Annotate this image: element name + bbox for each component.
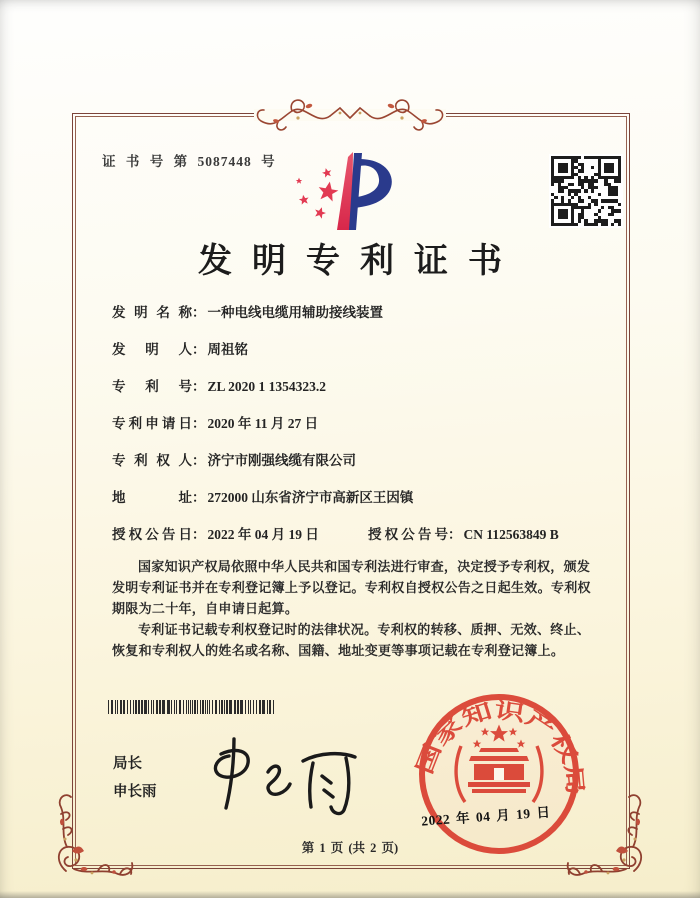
field-label: 地址 [112,490,192,505]
page-number: 第 1 页 (共 2 页) [301,841,399,855]
cnipa-logo-icon [282,147,418,237]
corner-flourish-right [558,789,650,881]
field-value: 2020 年 11 月 27 日 [207,416,319,431]
qr-code-icon [549,154,623,228]
field-inventor: 发明人： 周祖铭 [112,338,598,361]
certificate-number: 证 书 号 第 5087448 号 [102,154,276,169]
field-label: 发明人 [112,342,192,357]
field-application-date: 专利申请日： 2020 年 11 月 27 日 [112,412,598,435]
field-address: 地址： 272000 山东省济宁市高新区王因镇 [112,486,598,509]
legal-paragraph-2: 专利证书记载专利权登记时的法律状况。专利权的转移、质押、无效、终止、恢复和专利权人的姓名或名称、国籍、地址变更等事项记载在专利登记簿上。 [112,622,591,658]
corner-flourish-left [50,789,142,881]
field-grant-number: 授权公告号： CN 112563849 B [368,527,559,542]
legal-paragraph-1: 国家知识产权局依照中华人民共和国专利法进行审查，决定授予专利权，颁发发明专利证书并在专利登记簿上予以登记。专利权自授权公告之日起生效。专利权期限为二十年，自申请日起算。 [112,559,591,616]
field-value: 周祖铭 [207,342,248,357]
field-grant-date: 授权公告日： 2022 年 04 月 19 日 [112,527,319,542]
field-list [112,301,598,560]
barcode-icon [108,700,283,714]
field-value: 272000 山东省济宁市高新区王因镇 [207,490,414,505]
certificate-title: 发明专利证书 [198,243,522,280]
field-patentee: 专利权人： 济宁市刚强线缆有限公司 [112,449,598,472]
field-label: 专利号 [112,379,192,394]
field-grant-row [112,523,598,546]
field-label: 专利申请日 [112,416,192,431]
field-value: 济宁市刚强线缆有限公司 [207,453,356,468]
seal-date: 2022 年 04 月 19 日 [420,804,551,829]
seal-ring-text: 国家知识产权局 [411,697,588,788]
photo-bottom-edge [0,891,700,898]
field-label: 发明名称 [112,305,192,320]
field-patent-number: 专利号： ZL 2020 1 1354323.2 [112,375,598,398]
signer-name: 申长雨 [113,784,157,800]
top-flourish-ornament [248,91,452,137]
field-label: 专利权人 [112,453,192,468]
field-value: 一种电线电缆用辅助接线装置 [207,305,383,320]
field-value: ZL 2020 1 1354323.2 [207,379,327,394]
legal-text [112,556,596,661]
signer-title: 局长 [113,756,142,772]
signature-icon [193,732,365,816]
field-invention-name: 发明名称： 一种电线电缆用辅助接线装置 [112,301,598,324]
